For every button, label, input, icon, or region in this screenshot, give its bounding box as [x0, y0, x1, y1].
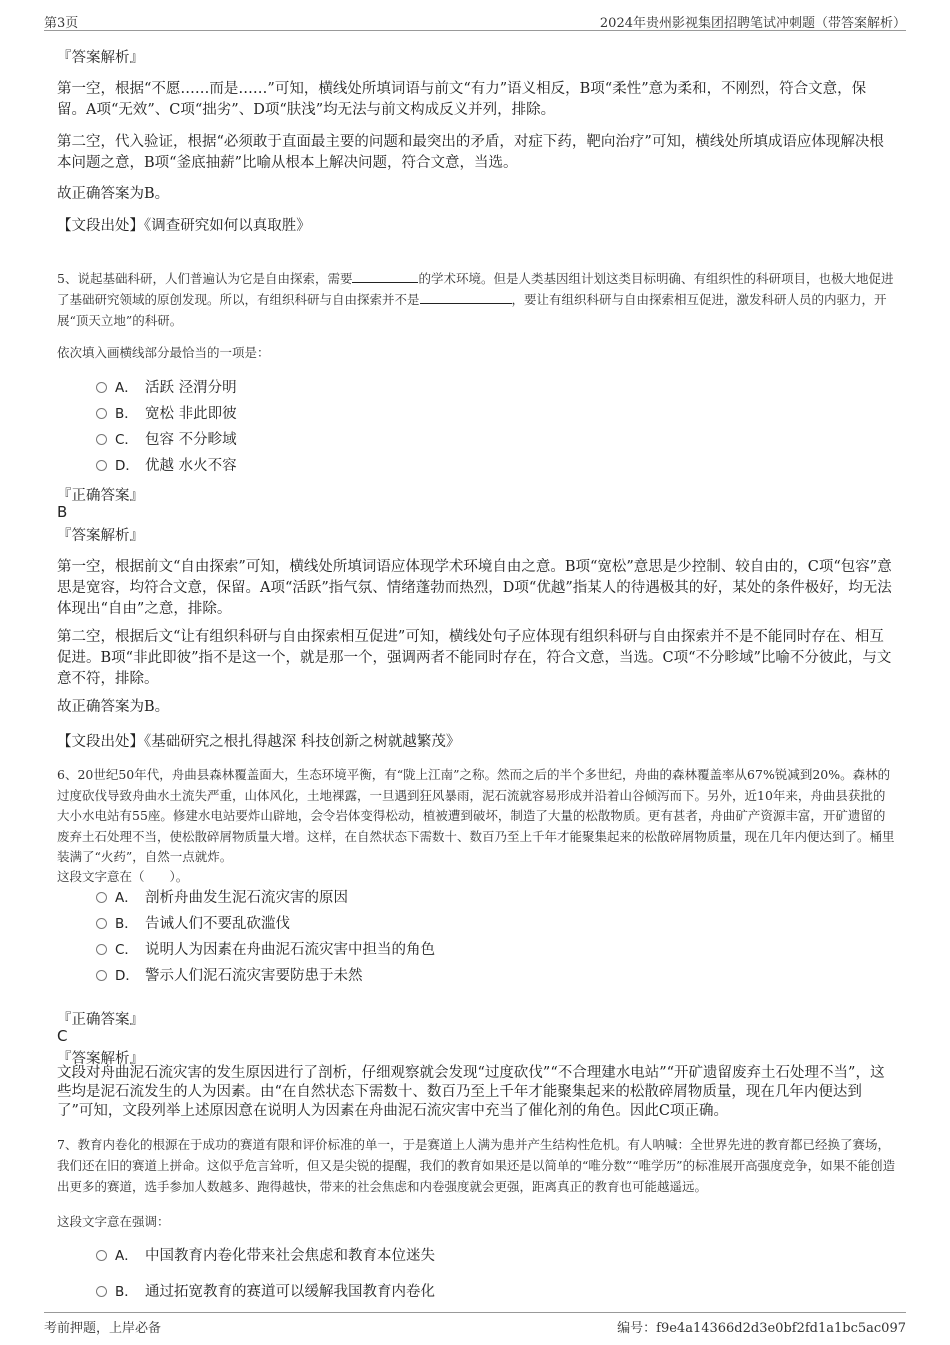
- radio-icon[interactable]: [96, 918, 107, 929]
- q5-analysis-para2: 第二空，根据后文“让有组织科研与自由探索相互促进”可知，横线处句子应体现有组织科研与自由探索并不是不能同时存在、相互促进。B项“非此即彼”指不是这一个，就是那一个，强调两者不能同时存在，符合文意，当选。C项“不分畛域”比喻不分彼此，与文意不符，排除。: [57, 629, 892, 687]
- radio-icon[interactable]: [96, 944, 107, 955]
- radio-icon[interactable]: [96, 892, 107, 903]
- q7-option-a[interactable]: A． 中国教育内卷化带来社会焦虑和教育本位迷失: [96, 1245, 435, 1267]
- q6-analysis-label: 『答案解析』: [57, 1051, 144, 1067]
- q6-option-a[interactable]: A． 剖析舟曲发生泥石流灾害的原因: [96, 887, 348, 909]
- q7-stem: 7、教育内卷化的根源在于成功的赛道有限和评价标准的单一，于是赛道上人满为患并产生结构性危机。有人呐喊：全世界先进的教育都已经换了赛场，我们还在旧的赛道上拼命。这似乎危言耸听，但又是尖锐的提醒，我们的教育如果还是以简单的“唯分数”“唯学历”的标准展开高强度竞争，如果不能创造出更多的赛道，选手参加人数越多、跑得越快，带来的社会焦虑和内卷强度就会更强，距离真正的教育也可能越遥远。: [57, 1137, 896, 1194]
- q7-option-b[interactable]: B． 通过拓宽教育的赛道可以缓解我国教育内卷化: [96, 1281, 435, 1303]
- q5-option-a[interactable]: A． 活跃 泾渭分明: [96, 377, 237, 399]
- q5-stem: 5、说起基础科研，人们普遍认为它是自由探索，需要 的学术环境。但是人类基因组计划这类目标明确、有组织性的科研项目，也极大地促进了基础研究领域的原创发现。所以，有组织科研与自由探索并不是 ，要让有组织科研与自由探索相互促进，激发科研人员的内驱力，开展“顶天立地”的科研。: [57, 271, 894, 328]
- q6-option-c[interactable]: C． 说明人为因素在舟曲泥石流灾害中担当的角色: [96, 939, 435, 961]
- radio-icon[interactable]: [96, 434, 107, 445]
- q6-stem: 6、20世纪50年代，舟曲县森林覆盖面大，生态环境平衡，有“陇上江南”之称。然而之后的半个多世纪，舟曲的森林覆盖率从67%锐减到20%。森林的过度砍伐导致舟曲水土流失严重，山体风化，土地裸露，一旦遇到狂风暴雨，泥石流就容易形成并沿着山谷倾泻而下。另外，近10年来，舟曲县获批的大小水电站有55座。修建水电站要炸山辟地，会令岩体变得松动，植被遭到破坏，制造了大量的松散物质。更有甚者，舟曲矿产资源丰富，开矿遗留的废弃土石处理不当，使松散碎屑物质量大增。这样，在自然状态下需数十、数百乃至上千年才能聚集起来的松散碎屑物质量，现在几年内便达到了。桶里装满了“火药”，自然一点就炸。: [57, 767, 895, 864]
- radio-icon[interactable]: [96, 1250, 107, 1261]
- q6-option-b[interactable]: B． 告诫人们不要乱砍滥伐: [96, 913, 290, 935]
- prev-analysis-para1: 第一空，根据“不愿……而是……”可知，横线处所填词语与前文“有力”语义相反，B项“柔性”意为柔和，不刚烈，符合文意，保留。A项“无效”、C项“拙劣”、D项“肤浅”均无法与前文构成反义并列，排除。: [57, 81, 867, 118]
- radio-icon[interactable]: [96, 382, 107, 393]
- radio-icon[interactable]: [96, 970, 107, 981]
- q6-correct-label: 『正确答案』: [57, 1012, 144, 1028]
- q5-option-d[interactable]: D． 优越 水火不容: [96, 455, 237, 477]
- document-id: 编号：f9e4a14366d2d3e0bf2fd1a1bc5ac097: [617, 1321, 906, 1336]
- q5-prompt: 依次填入画横线部分最恰当的一项是：: [57, 345, 270, 360]
- q6-analysis: 文段对舟曲泥石流灾害的发生原因进行了剖析，仔细观察就会发现“过度砍伐”“不合理建水电站”“开矿遗留废弃土石处理不当”，这些均是泥石流发生的人为因素。由“在自然状态下需数十、数百乃至上千年才能聚集起来的松散碎屑物质量，现在几年内便达到了”可知，文段列举上述原因意在说明人为因素在舟曲泥石流灾害中充当了催化剂的角色。因此C项正确。: [57, 1065, 885, 1119]
- radio-icon[interactable]: [96, 460, 107, 471]
- prev-analysis-label: 『答案解析』: [57, 50, 144, 66]
- q5-blank-1: [352, 270, 418, 283]
- q6-correct-answer: C: [57, 1027, 68, 1045]
- page-number: 第3页: [44, 16, 79, 31]
- document-title: 2024年贵州影视集团招聘笔试冲刺题（带答案解析）: [599, 16, 906, 31]
- page-header: [44, 10, 906, 31]
- radio-icon[interactable]: [96, 408, 107, 419]
- radio-icon[interactable]: [96, 1286, 107, 1297]
- q6-prompt: 这段文字意在（ ）。: [57, 869, 189, 884]
- q5-conclusion: 故正确答案为B。: [57, 699, 170, 715]
- prev-conclusion: 故正确答案为B。: [57, 186, 170, 202]
- q6-option-d[interactable]: D． 警示人们泥石流灾害要防患于未然: [96, 965, 363, 987]
- q5-option-c[interactable]: C． 包容 不分畛域: [96, 429, 237, 451]
- q5-correct-label: 『正确答案』: [57, 488, 144, 504]
- page-footer: [44, 1312, 906, 1337]
- prev-analysis-para2: 第二空，代入验证，根据“必须敢于直面最主要的问题和最突出的矛盾，对症下药，靶向治疗”可知，横线处所填成语应体现解决根本问题之意，B项“釜底抽薪”比喻从根本上解决问题，符合文意，当选。: [57, 134, 884, 171]
- q5-analysis-label: 『答案解析』: [57, 528, 144, 544]
- q7-prompt: 这段文字意在强调：: [57, 1214, 170, 1229]
- q5-source: 【文段出处】《基础研究之根扎得越深 科技创新之树就越繁茂》: [57, 734, 461, 750]
- q5-correct-answer: B: [57, 503, 68, 521]
- footer-slogan: 考前押题，上岸必备: [44, 1321, 162, 1336]
- q5-option-b[interactable]: B． 宽松 非此即彼: [96, 403, 237, 425]
- q5-analysis-para1: 第一空，根据前文“自由探索”可知，横线处所填词语应体现学术环境自由之意。B项“宽松”意思是少控制、较自由的，C项“包容”意思是宽容，均符合文意，保留。A项“活跃”指气氛、情绪蓬勃而热烈，D项“优越”指某人的待遇极其的好，某处的条件极好，均无法体现出“自由”之意，排除。: [57, 559, 892, 617]
- prev-source: 【文段出处】《调查研究如何以真取胜》: [57, 218, 311, 234]
- q5-blank-2: [420, 291, 512, 304]
